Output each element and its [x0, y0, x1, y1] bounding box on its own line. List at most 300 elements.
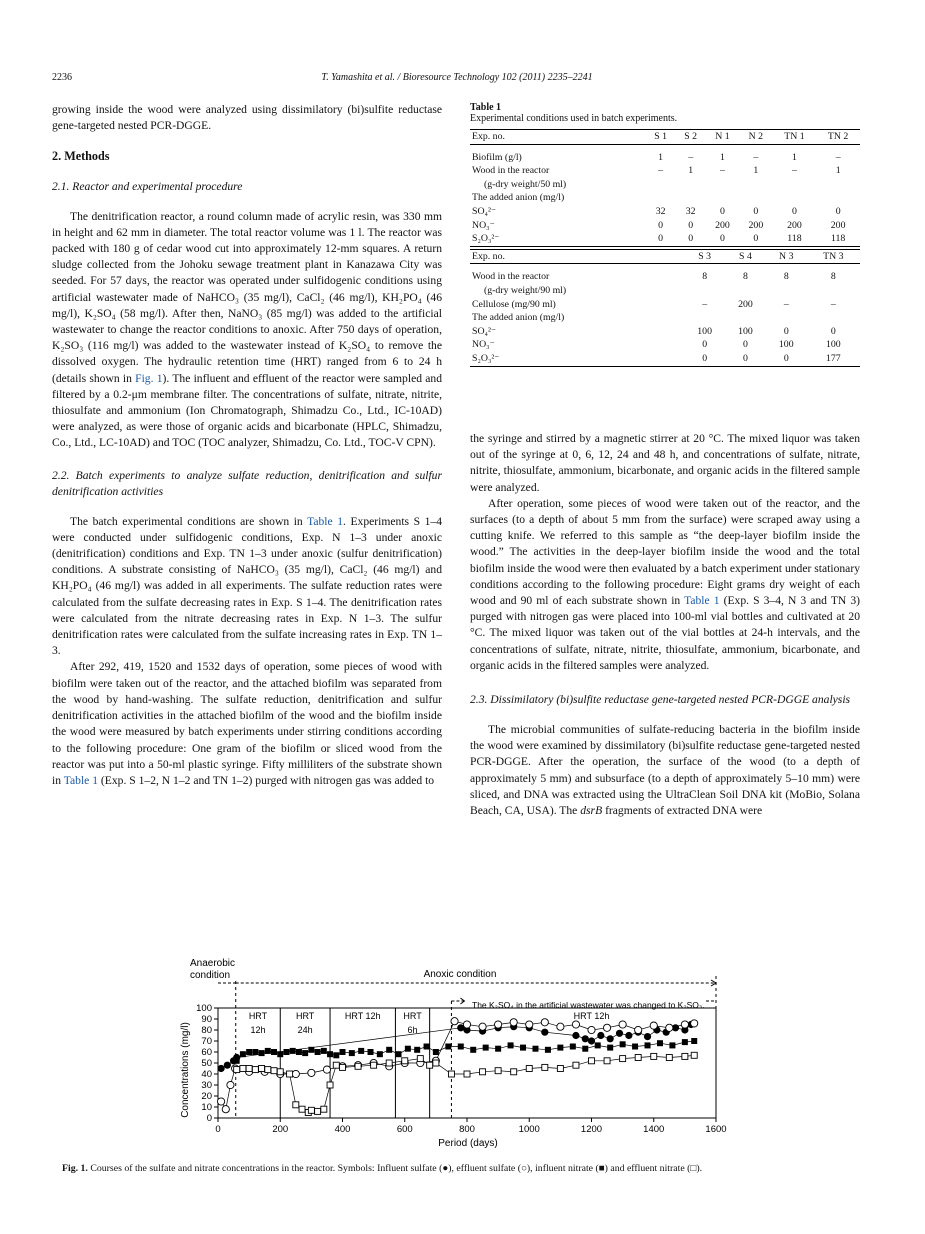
table-cell: 118	[816, 232, 860, 246]
influent-nitrate-point	[265, 1048, 271, 1054]
effluent-nitrate-point	[327, 1082, 333, 1088]
influent-sulfate-point	[588, 1037, 595, 1044]
deep-layer-paragraph	[470, 496, 860, 674]
x-axis-label: Period (days)	[438, 1138, 498, 1149]
influent-nitrate-point	[520, 1045, 526, 1051]
effluent-sulfate-point	[323, 1066, 330, 1073]
table-cell: 0	[684, 352, 725, 366]
part2-header-cell: N 3	[766, 249, 807, 264]
table-cell: –	[783, 298, 789, 310]
effluent-nitrate-point	[448, 1071, 454, 1077]
effluent-nitrate-point	[511, 1069, 517, 1075]
influent-sulfate-point	[224, 1062, 231, 1069]
influent-nitrate-point	[246, 1049, 252, 1055]
table-row-label: SO₄²⁻	[472, 325, 497, 337]
table-cell: –	[702, 298, 708, 310]
effluent-sulfate-point	[292, 1070, 299, 1077]
effluent-sulfate-point	[603, 1024, 610, 1031]
table-row-label: SO₄²⁻	[472, 205, 497, 217]
table-row	[470, 325, 860, 339]
syringe-paragraph: the syringe and stirred by a magnetic stirrer at 20 °C. The mixed liquor was taken out of the syringe at 0, 6, 12, 24 and 48 h, and concentrations of sulfate, nitrate, nitrite, thiosulfate, ammonium, bicarbonate, and organic acids in the filtered sample were analyzed.	[470, 432, 860, 494]
hrt-label: HRT 12h	[344, 1011, 381, 1021]
influent-nitrate-point	[645, 1042, 651, 1048]
table-cell	[646, 178, 676, 192]
effluent-nitrate-point	[526, 1066, 532, 1072]
effluent-nitrate-point	[427, 1062, 433, 1068]
effluent-nitrate-point	[495, 1068, 501, 1074]
figure-1-chart	[170, 950, 750, 1160]
table1-link-1[interactable]: Table 1	[307, 514, 343, 528]
anaerobic-label-line2: condition	[190, 970, 231, 981]
table-row	[470, 270, 860, 284]
hrt-label-sub: 12h	[250, 1025, 266, 1035]
influent-nitrate-point	[545, 1047, 551, 1053]
part1-header-cell: Exp. no.	[470, 130, 646, 145]
effluent-sulfate-point	[227, 1081, 234, 1088]
influent-nitrate-point	[445, 1044, 451, 1050]
effluent-nitrate-point	[651, 1053, 657, 1059]
y-tick-label: 10	[201, 1102, 212, 1113]
effluent-nitrate-point	[287, 1071, 293, 1077]
influent-nitrate-point	[682, 1039, 688, 1045]
table-cell: 1	[835, 165, 841, 177]
anaerobic-label-line1: Anaerobic	[190, 958, 236, 969]
influent-nitrate-point	[259, 1050, 265, 1056]
x-tick-label: 1200	[580, 1124, 603, 1135]
effluent-nitrate-point	[480, 1069, 486, 1075]
effluent-nitrate-point	[417, 1056, 423, 1062]
table-cell: 1	[753, 165, 759, 177]
figure-caption-text: Courses of the sulfate and nitrate concentrations in the reactor. Symbols: Influent sulfate (●), effluent sulfate (○), influent nitrate (■) and effluent nitrate (□).	[90, 1163, 703, 1174]
table1-link-3[interactable]: Table 1	[684, 594, 720, 608]
section-2-2-title: 2.2. Batch experiments to analyze sulfate reduction, denitrification and sulfur denitrification activities	[52, 468, 442, 498]
effluent-sulfate-point	[588, 1026, 595, 1033]
influent-sulfate-point	[597, 1032, 604, 1039]
table-cell: –	[719, 165, 725, 177]
table-cell: 0	[719, 205, 725, 217]
y-tick-label: 100	[196, 1003, 212, 1014]
influent-nitrate-point	[495, 1046, 501, 1052]
effluent-nitrate-point	[604, 1058, 610, 1064]
influent-nitrate-point	[349, 1050, 355, 1056]
x-tick-label: 1000	[518, 1124, 540, 1135]
table-cell: 0	[791, 205, 797, 217]
effluent-nitrate-point	[355, 1063, 361, 1069]
influent-nitrate-point	[607, 1045, 613, 1051]
table-title: Table 1	[470, 102, 502, 113]
effluent-nitrate-point	[240, 1066, 246, 1072]
fig1-link[interactable]: Fig. 1	[135, 371, 163, 385]
influent-nitrate-point	[557, 1045, 563, 1051]
effluent-sulfate-point	[619, 1021, 626, 1028]
effluent-nitrate-point	[321, 1106, 327, 1112]
table-row-label: NO₃⁻	[472, 219, 495, 231]
table-cell: 200	[738, 298, 753, 310]
hrt-label-sub: 6h	[407, 1025, 418, 1035]
dgge-paragraph	[470, 722, 860, 819]
influent-nitrate-point	[386, 1047, 392, 1053]
x-tick-label: 1400	[643, 1124, 665, 1135]
effluent-nitrate-point	[573, 1062, 579, 1068]
table-cell: 100	[825, 339, 841, 351]
effluent-nitrate-point	[299, 1106, 305, 1112]
table-row-label: (g-dry weight/90 ml)	[484, 284, 567, 296]
table-cell: –	[688, 151, 694, 163]
table-row-label: S₂O₃²⁻	[470, 232, 646, 246]
table-cell: –	[791, 165, 797, 177]
effluent-nitrate-point	[691, 1052, 697, 1058]
influent-nitrate-point	[470, 1047, 476, 1053]
batch-p2-b: (Exp. S 1–2, N 1–2 and TN 1–2) purged with nitrogen gas was added to	[100, 773, 435, 787]
table-row	[470, 311, 860, 325]
y-tick-label: 0	[206, 1113, 212, 1124]
table-row	[470, 219, 860, 233]
table-cell: 0	[830, 325, 836, 337]
influent-nitrate-point	[290, 1048, 296, 1054]
batch-p1-a: The batch experimental conditions are shown in	[70, 514, 303, 528]
table-row-label: Cellulose (mg/90 ml)	[472, 298, 556, 310]
effluent-nitrate-point	[293, 1102, 299, 1108]
deep-layer-b: (Exp. S 3–4, N 3 and TN 3) purged with nitrogen gas were placed into 100-ml vial bottles and cultivated at 20 °C. The mixed liquor was taken out of the vial bottles at 24-h intervals, and the concentrations of sulfate, nitrate, nitrite, thiosulfate, ammonium, bicarbonate, and organic acids in the filtered samples were analyzed.	[470, 594, 860, 672]
table-cell: 0	[753, 205, 759, 217]
table-cell: 8	[783, 271, 789, 283]
right-column	[470, 431, 860, 819]
table-cell	[676, 191, 706, 205]
table-cell	[725, 311, 766, 325]
influent-nitrate-point	[424, 1044, 430, 1050]
effluent-nitrate-point	[620, 1056, 626, 1062]
table-cell	[807, 311, 860, 325]
influent-nitrate-point	[240, 1051, 246, 1057]
influent-nitrate-point	[377, 1051, 383, 1057]
effluent-nitrate-point	[682, 1053, 688, 1059]
x-tick-label: 1600	[705, 1124, 727, 1135]
figure-caption	[62, 1163, 862, 1174]
dsrb-gene: dsrB	[580, 804, 603, 818]
effluent-nitrate-point	[308, 1107, 314, 1113]
effluent-nitrate-point	[371, 1062, 377, 1068]
table-cell	[725, 284, 766, 298]
influent-sulfate-point	[572, 1032, 579, 1039]
influent-nitrate-point	[532, 1046, 538, 1052]
section-2-title: 2. Methods	[52, 149, 110, 164]
effluent-sulfate-point	[479, 1023, 486, 1030]
batch-paragraph-2	[52, 659, 442, 789]
effluent-nitrate-point	[542, 1064, 548, 1070]
part1-header-cell: S 1	[646, 130, 676, 145]
table-cell	[739, 191, 772, 205]
batch-paragraph-1	[52, 514, 442, 660]
effluent-nitrate-point	[333, 1062, 339, 1068]
x-tick-label: 800	[459, 1124, 475, 1135]
anoxic-label: Anoxic condition	[423, 969, 497, 980]
y-tick-label: 30	[201, 1080, 212, 1091]
table-row	[470, 298, 860, 312]
table-cell: 0	[676, 232, 706, 246]
part1-header-cell: S 2	[676, 130, 706, 145]
effluent-nitrate-point	[271, 1068, 277, 1074]
effluent-nitrate-point	[464, 1071, 470, 1077]
table-cell: 0	[766, 352, 807, 366]
table-cell: 100	[738, 325, 753, 337]
table-row	[470, 338, 860, 352]
left-column	[52, 102, 442, 789]
table-row	[470, 352, 860, 366]
table-row	[470, 164, 860, 178]
table-row-label: Biofilm (g/l)	[472, 151, 522, 163]
effluent-nitrate-point	[265, 1067, 271, 1073]
effluent-nitrate-point	[635, 1055, 641, 1061]
part2-header-cell: S 3	[684, 249, 725, 264]
effluent-sulfate-point	[308, 1069, 315, 1076]
table-row	[470, 232, 860, 246]
table-cell: –	[835, 151, 841, 163]
influent-sulfate-point	[644, 1033, 651, 1040]
effluent-nitrate-point	[402, 1058, 408, 1064]
influent-nitrate-point	[315, 1049, 321, 1055]
table-cell	[739, 178, 772, 192]
part2-header-cell: TN 3	[807, 249, 860, 264]
y-tick-label: 90	[201, 1014, 212, 1025]
table-cell: 0	[658, 219, 664, 231]
effluent-nitrate-point	[234, 1067, 240, 1073]
table-row-label: Wood in the reactor	[472, 165, 550, 177]
influent-nitrate-point	[458, 1044, 464, 1050]
influent-nitrate-point	[296, 1049, 302, 1055]
influent-sulfate-point	[541, 1029, 548, 1036]
y-tick-label: 20	[201, 1091, 212, 1102]
effluent-sulfate-point	[557, 1023, 564, 1030]
effluent-nitrate-point	[315, 1108, 321, 1114]
table-row-label: S₂O₃²⁻	[470, 352, 684, 366]
effluent-sulfate-point	[526, 1021, 533, 1028]
section-2-3-title: 2.3. Dissimilatory (bi)sulfite reductase gene-targeted nested PCR-DGGE analysis	[470, 693, 851, 707]
effluent-nitrate-point	[246, 1066, 252, 1072]
table-row-label: The added anion (mg/l)	[472, 312, 565, 324]
k2so3-note: The K₂SO₄ in the artificial wastewater was changed to K₂SO₃.	[472, 1000, 705, 1010]
table-cell	[646, 191, 676, 205]
table-cell: 32	[685, 205, 696, 217]
part1-header-cell: TN 2	[816, 130, 860, 145]
y-axis-label: Concentrations (mg/l)	[180, 1022, 191, 1118]
effluent-sulfate-point	[510, 1019, 517, 1026]
y-tick-label: 40	[201, 1069, 212, 1080]
influent-nitrate-point	[358, 1048, 364, 1054]
table-row	[470, 284, 860, 298]
table-cell: 118	[773, 232, 817, 246]
journal-citation: T. Yamashita et al. / Bioresource Technology 102 (2011) 2235–2241	[321, 72, 593, 83]
series-line-open-square	[237, 1055, 695, 1112]
effluent-sulfate-point	[541, 1019, 548, 1026]
table-row	[470, 205, 860, 219]
influent-sulfate-point	[607, 1035, 614, 1042]
effluent-sulfate-point	[572, 1021, 579, 1028]
table-cell	[706, 178, 739, 192]
influent-nitrate-point	[483, 1045, 489, 1051]
table-part-1	[470, 129, 860, 247]
effluent-sulfate-point	[691, 1020, 698, 1027]
influent-nitrate-point	[570, 1044, 576, 1050]
section-2-1-title: 2.1. Reactor and experimental procedure	[52, 179, 243, 193]
influent-sulfate-point	[625, 1032, 632, 1039]
influent-nitrate-point	[308, 1047, 314, 1053]
effluent-nitrate-point	[277, 1069, 283, 1075]
influent-nitrate-point	[691, 1038, 697, 1044]
table-cell	[676, 178, 706, 192]
influent-nitrate-point	[669, 1042, 675, 1048]
table-cell: –	[830, 298, 836, 310]
table-row-label: (g-dry weight/50 ml)	[484, 178, 567, 190]
table-1	[470, 102, 860, 367]
table-cell	[684, 311, 725, 325]
influent-sulfate-point	[582, 1035, 589, 1042]
part1-header-row	[470, 130, 860, 145]
table-caption: Experimental conditions used in batch experiments.	[470, 113, 678, 124]
influent-nitrate-point	[657, 1040, 663, 1046]
effluent-sulfate-point	[495, 1021, 502, 1028]
table-cell: 1	[658, 151, 664, 163]
table-row-label: Wood in the reactor	[472, 271, 550, 283]
part1-header-cell: N 1	[706, 130, 739, 145]
table-cell: 177	[807, 352, 860, 366]
table-row	[470, 151, 860, 165]
table-cell: 200	[715, 219, 730, 231]
table-cell: 100	[697, 325, 712, 337]
page-number: 2236	[52, 72, 72, 83]
influent-nitrate-point	[582, 1046, 588, 1052]
table-cell: 100	[778, 339, 794, 351]
influent-nitrate-point	[252, 1049, 258, 1055]
effluent-sulfate-point	[218, 1098, 225, 1105]
intro-tail-paragraph: growing inside the wood were analyzed using dissimilatory (bi)sulfite reductase gene-targeted nested PCR-DGGE.	[52, 103, 442, 133]
influent-nitrate-point	[277, 1051, 283, 1057]
effluent-sulfate-point	[222, 1106, 229, 1113]
influent-nitrate-point	[396, 1051, 402, 1057]
effluent-nitrate-point	[433, 1060, 439, 1066]
table-cell: 1	[719, 151, 725, 163]
effluent-sulfate-point	[451, 1018, 458, 1025]
table-row-label: The added anion (mg/l)	[472, 192, 565, 204]
table-part-2	[470, 249, 860, 367]
effluent-nitrate-point	[386, 1060, 392, 1066]
reactor-paragraph	[52, 209, 442, 452]
table-cell: 8	[702, 271, 708, 283]
effluent-nitrate-point	[252, 1067, 258, 1073]
table-cell: 0	[702, 339, 708, 351]
part2-header-cell: Exp. no.	[470, 249, 684, 264]
reactor-paragraph-text: The denitrification reactor, a round column made of acrylic resin, was 330 mm in height and 62 mm in diameter. The total reactor volume was 1 l. The reactor was packed with 180 g of cedar wood cut into approximately 12-mm squares. A return sludge collected from the Johoku sewage treatment plant in Kanazawa City was seeded. For 57 days, the reactor was operated under sulfidogenic conditions using artificial wastewater made of NaHCO₃ (35 mg/l), CaCl₂ (46 mg/l), KH₂PO₄ (46 mg/l), K₂SO₄ (58 mg/l). After then, NaNO₃ (85 mg/l) was added to the artificial wastewater to change the reactor conditions to anoxic. After 750 days of operation, K₂SO₃ (116 mg/l) was added to the wastewater instead of K₂SO₄ to remove the dissolved oxygen. The hydraulic retention time (HRT) ranged from 6 to 24 h (details shown in	[52, 209, 442, 385]
batch-p1-b: . Experiments S 1–4 were conducted under sulfidogenic conditions, Exp. N 1–3 under anoxic (denitrification) conditions and Exp. TN 1–3 under anoxic (sulfur denitrification) conditions. A substrate consisting of NaHCO₃ (35 mg/l), CaCl₂ (46 mg/l) and KH₂PO₄ (46 mg/l) was added in all experiments. The sulfate reduction rates were calculated from the sulfate decreasing rates in Exp. S 1–4. The denitrification rates were calculated from the nitrate decreasing rates in Exp. N 1–3. The sulfur denitrification rates were calculated from the sulfate increasing rates in Exp. TN 1–3.	[52, 514, 442, 658]
influent-nitrate-point	[433, 1049, 439, 1055]
table-cell: 200	[787, 219, 802, 231]
table-cell: 0	[743, 339, 748, 351]
figure-1	[170, 950, 750, 1160]
influent-nitrate-point	[368, 1049, 374, 1055]
influent-nitrate-point	[283, 1049, 289, 1055]
table-cell	[816, 191, 860, 205]
influent-nitrate-point	[508, 1042, 514, 1048]
effluent-nitrate-point	[666, 1055, 672, 1061]
table-cell: 0	[739, 232, 772, 246]
influent-nitrate-point	[632, 1044, 638, 1050]
influent-nitrate-point	[414, 1047, 420, 1053]
effluent-nitrate-point	[557, 1066, 563, 1072]
y-tick-label: 60	[201, 1047, 212, 1058]
influent-nitrate-point	[271, 1049, 277, 1055]
reactor-paragraph-end: ). The influent and effluent of the reactor were sampled and filtered by a 0.2-μm membrane filter. The concentrations of sulfate, nitrate, nitrite, thiosulfate and ammonium (Ion Chromatograph, Shimadzu Co., Ltd., IC-10AD) were analyzed, as were those of organic acids and bicarbonate (HPLC, Shimadzu, Co., Ltd., LC-10AD) and TOC (TOC analyzer, Shimadzu, Co. Ltd., TOC-V CPN).	[52, 371, 442, 450]
effluent-sulfate-point	[463, 1021, 470, 1028]
part1-header-cell: TN 1	[773, 130, 817, 145]
table-cell: 8	[743, 271, 748, 283]
hrt-label-sub: 24h	[297, 1025, 313, 1035]
influent-nitrate-point	[405, 1046, 411, 1052]
part2-header-row	[470, 249, 860, 264]
influent-nitrate-point	[595, 1042, 601, 1048]
table-cell: –	[658, 165, 664, 177]
effluent-nitrate-point	[589, 1058, 595, 1064]
x-tick-label: 0	[215, 1124, 221, 1135]
y-tick-label: 50	[201, 1058, 212, 1069]
table-cell: 0	[688, 219, 694, 231]
influent-nitrate-point	[620, 1041, 626, 1047]
table-cell: 0	[706, 232, 739, 246]
table1-link-2[interactable]: Table 1	[63, 773, 99, 787]
table-cell: 8	[830, 271, 836, 283]
table-row	[470, 191, 860, 205]
table-cell: 0	[646, 232, 676, 246]
hrt-label: HRT	[403, 1011, 422, 1021]
effluent-sulfate-point	[681, 1021, 688, 1028]
table-cell	[807, 284, 860, 298]
table-cell: 200	[748, 219, 764, 231]
table-cell	[816, 178, 860, 192]
batch-p2-a: After 292, 419, 1520 and 1532 days of operation, some pieces of wood with biofilm were taken out of the reactor, and the attached biofilm was separated from the wood by hand-washing. The sulfate reduction, denitrification and sulfur denitrification activities in the attached biofilm of the wood and the biofilm inside the wood were measured by batch experiments under stirring conditions according to the following procedure: One gram of the biofilm or sliced wood from the reactor was put into a 50-ml plastic syringe. Fifty milliliters of the substrate shown in	[52, 660, 442, 787]
table-cell	[773, 191, 817, 205]
influent-nitrate-point	[340, 1049, 346, 1055]
deep-layer-a: After operation, some pieces of wood were taken out of the reactor, and the surfaces (to a depth of about 5 mm from the surface) were scraped away using a cutting knife. We referred to this sample as “the deep-layer biofilm inside the wood.” The activities in the deep-layer biofilm inside the wood and the total biofilm inside the wood were then evaluated by a batch experiment under stationary conditions according to the following procedure: Eight grams dry weight of each wood and 90 ml of each substrate shown in	[470, 496, 860, 608]
influent-nitrate-point	[321, 1048, 327, 1054]
table-cell	[766, 284, 807, 298]
table-row-label: NO₃⁻	[472, 339, 495, 351]
x-tick-label: 400	[334, 1124, 351, 1135]
influent-nitrate-point	[333, 1052, 339, 1058]
table-row	[470, 178, 860, 192]
effluent-sulfate-point	[635, 1026, 642, 1033]
effluent-sulfate-point	[650, 1022, 657, 1029]
influent-nitrate-point	[327, 1051, 333, 1057]
effluent-sulfate-point	[666, 1024, 673, 1031]
part1-header-cell: N 2	[739, 130, 772, 145]
table-cell: 0	[835, 205, 841, 217]
x-tick-label: 200	[272, 1124, 289, 1135]
influent-sulfate-point	[218, 1065, 225, 1072]
table-cell	[773, 178, 817, 192]
table-cell: –	[753, 151, 759, 163]
influent-sulfate-point	[616, 1030, 623, 1037]
hrt-label: HRT	[248, 1011, 268, 1021]
table-cell: 200	[830, 219, 846, 231]
hrt-label: HRT	[295, 1011, 315, 1021]
hrt-label: HRT 12h	[573, 1011, 610, 1021]
table-cell	[766, 311, 807, 325]
table-cell: 1	[688, 165, 694, 177]
table-cell	[684, 284, 725, 298]
effluent-nitrate-point	[340, 1064, 346, 1070]
y-tick-label: 70	[201, 1036, 212, 1047]
dgge-b: fragments of extracted DNA were	[605, 804, 763, 818]
table-cell: 0	[783, 325, 789, 337]
table-cell	[706, 191, 739, 205]
